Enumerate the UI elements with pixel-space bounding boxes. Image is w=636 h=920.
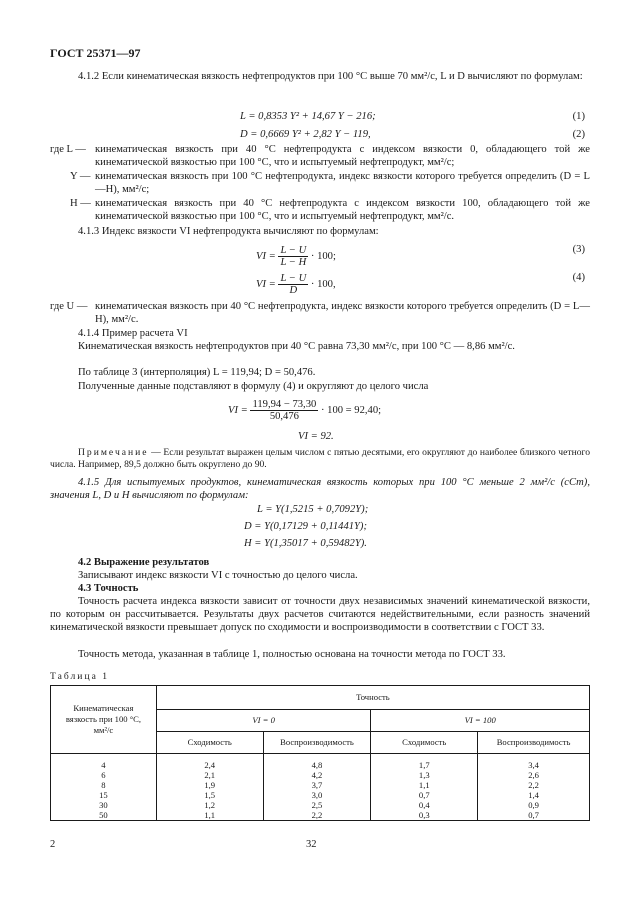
example-line-2: По таблице 3 (интерполяция) L = 119,94; D = 50,476. [78, 367, 316, 378]
equation-4-denominator: D [289, 285, 298, 296]
page-number-left: 2 [50, 839, 56, 850]
document-header: ГОСТ 25371—97 [50, 46, 141, 60]
example-equation-denominator: 50,476 [269, 411, 299, 422]
table-cell: 2,1 [156, 770, 263, 780]
table-cell: 4 [51, 760, 157, 770]
section-4-2-text: Записывают индекс вязкости VI с точностью до целого числа. [78, 570, 358, 581]
example-equation-fraction [250, 399, 318, 422]
equation-3-numerator: L − U [280, 245, 307, 256]
note [50, 447, 590, 471]
table-cell: 50 [51, 810, 157, 821]
table-cell: 30 [51, 800, 157, 810]
table-row [51, 760, 590, 770]
definition-Y-term: Y — [70, 171, 91, 182]
table-row [51, 800, 590, 810]
table-cell: 0,7 [478, 810, 590, 821]
equation-2: D = 0,6669 Y² + 2,82 Y − 119, [240, 129, 371, 140]
table-row [51, 810, 590, 821]
table-cell: 1,2 [156, 800, 263, 810]
equation-2-number: (2) [572, 129, 585, 140]
section-4-1-4: 4.1.4 Пример расчета VI [78, 328, 188, 339]
table-caption: Таблица 1 [50, 671, 110, 682]
section-4-2-title: 4.2 Выражение результатов [78, 557, 210, 568]
example-line-3: Полученные данные подставляют в формулу (4) и округляют до целого числа [78, 381, 429, 392]
equation-1-number: (1) [572, 111, 585, 122]
equation-3-lhs: VI = [256, 250, 276, 262]
definition-H-text: кинематическая вязкость при 40 °С нефтепродукта с индексом вязкости 100, обладающего той же кинематической вязкостью при 100 °С, что и испытуемый нефтепродукт, мм²/с. [95, 198, 590, 222]
definition-L [50, 143, 590, 169]
table-cell: 8 [51, 780, 157, 790]
section-4-3-title: 4.3 Точность [78, 583, 139, 594]
formula-H: H = Y(1,35017 + 0,59482Y). [244, 538, 367, 549]
formula-L: L = Y(1,5215 + 0,7092Y); [257, 504, 369, 515]
table-cell: 3,4 [478, 760, 590, 770]
table-cell: 2,4 [156, 760, 263, 770]
table-subheader-reproducibility-vi0: Воспроизводимость [263, 732, 371, 754]
note-label: Примечание [78, 447, 149, 458]
equation-4-fraction [278, 273, 308, 296]
table-cell: 0,4 [371, 800, 478, 810]
example-equation [228, 399, 381, 422]
equation-4-number: (4) [572, 272, 585, 283]
table-cell: 2,5 [263, 800, 371, 810]
table-subheader-repeatability-vi0: Сходимость [156, 732, 263, 754]
table-cell: 3,0 [263, 790, 371, 800]
equation-3-denominator: L − H [280, 257, 307, 268]
section-4-3-text-2: Точность метода, указанная в таблице 1, полностью основана на точности метода по ГОСТ 33. [78, 649, 506, 660]
table-cell: 4,8 [263, 760, 371, 770]
note-text: — Если результат выражен целым числом с пятью десятыми, его округляют до наиболее близкого четного числа. Например, 89,5 должно быть округлено до 90. [50, 447, 590, 470]
table-subheader-reproducibility-vi100: Воспроизводимость [478, 732, 590, 754]
table-header-vi-100: VI = 100 [371, 710, 590, 732]
table-cell: 2,6 [478, 770, 590, 780]
table-cell: 15 [51, 790, 157, 800]
definition-L-term: где L — [50, 144, 86, 155]
table-subheader-repeatability-vi100: Сходимость [371, 732, 478, 754]
definition-U-term: где U — [50, 301, 88, 312]
precision-table [50, 685, 590, 821]
table-header-precision: Точность [156, 686, 589, 710]
section-4-1-3: 4.1.3 Индекс вязкости VI нефтепродукта вычисляют по формулам: [78, 226, 379, 237]
equation-3-tail: · 100; [310, 250, 336, 262]
table-cell: 3,7 [263, 780, 371, 790]
table-cell: 0,7 [371, 790, 478, 800]
definition-U-text: кинематическая вязкость при 40 °С нефтепродукта, индекс вязкости которого требуется определить (D = L—H), мм²/с. [95, 301, 590, 325]
example-equation-tail: · 100 = 92,40; [320, 404, 382, 416]
equation-3-fraction [278, 245, 308, 268]
example-equation-lhs: VI = [228, 404, 248, 416]
table-cell: 1,1 [156, 810, 263, 821]
table-cell: 0,3 [371, 810, 478, 821]
equation-3 [256, 245, 336, 268]
table-cell: 2,2 [478, 780, 590, 790]
definition-Y [50, 170, 590, 196]
definition-Y-text: кинематическая вязкость при 100 °С нефтепродукта, индекс вязкости которого требуется определить (D = L—H), мм²/с; [95, 171, 590, 195]
section-4-1-5: 4.1.5 Для испытуемых продуктов, кинематическая вязкость которых при 100 °С меньше 2 мм²/с (сСт), значения L, D и H вычисляют по формулам: [50, 477, 590, 501]
table-cell: 4,2 [263, 770, 371, 780]
table-row [51, 790, 590, 800]
table-row [51, 780, 590, 790]
table-cell: 0,9 [478, 800, 590, 810]
table-cell: 1,4 [478, 790, 590, 800]
definition-H-term: H — [70, 198, 91, 209]
definition-L-text: кинематическая вязкость при 40 °С нефтепродукта с индексом вязкости 0, обладающего той же кинематической вязкостью при 100 °С, что и испытуемый нефтепродукт, мм²/с; [95, 144, 590, 168]
equation-4-numerator: L − U [280, 273, 307, 284]
section-4-3-text: Точность расчета индекса вязкости зависит от точности двух независимых значений кинематической вязкости, по которым он рассчитывается. Результаты двух расчетов считаются недействительными, если разность значений кинематической вязкости превышает допуск по сходимости и воспроизводимости в соответствии с ГОСТ 33. [50, 596, 590, 633]
table-cell: 2,2 [263, 810, 371, 821]
equation-4 [256, 273, 336, 296]
table-cell: 1,7 [371, 760, 478, 770]
table-cell: 1,9 [156, 780, 263, 790]
table-cell: 1,3 [371, 770, 478, 780]
equation-4-tail: · 100, [310, 278, 336, 290]
definition-H [50, 197, 590, 223]
formula-D: D = Y(0,17129 + 0,11441Y); [244, 521, 367, 532]
table-cell: 1,5 [156, 790, 263, 800]
definition-U [50, 300, 590, 326]
equation-1: L = 0,8353 Y² + 14,67 Y − 216; [240, 111, 376, 122]
table-row [51, 770, 590, 780]
table-header-vi-0: VI = 0 [156, 710, 371, 732]
page-number-center: 32 [306, 839, 317, 850]
example-result: VI = 92. [298, 431, 334, 442]
example-equation-numerator: 119,94 − 73,30 [252, 399, 317, 410]
table-cell: 1,1 [371, 780, 478, 790]
table-cell: 6 [51, 770, 157, 780]
equation-3-number: (3) [572, 244, 585, 255]
example-line-1: Кинематическая вязкость нефтепродуктов при 40 °С равна 73,30 мм²/с, при 100 °С — 8,86 мм²/с. [78, 341, 515, 352]
equation-4-lhs: VI = [256, 278, 276, 290]
table-header-viscosity: Кинематическая вязкость при 100 °С, мм²/с [51, 686, 157, 754]
section-4-1-2-intro: 4.1.2 Если кинематическая вязкость нефтепродуктов при 100 °С выше 70 мм²/с, L и D вычисляют по формулам: [78, 71, 583, 82]
